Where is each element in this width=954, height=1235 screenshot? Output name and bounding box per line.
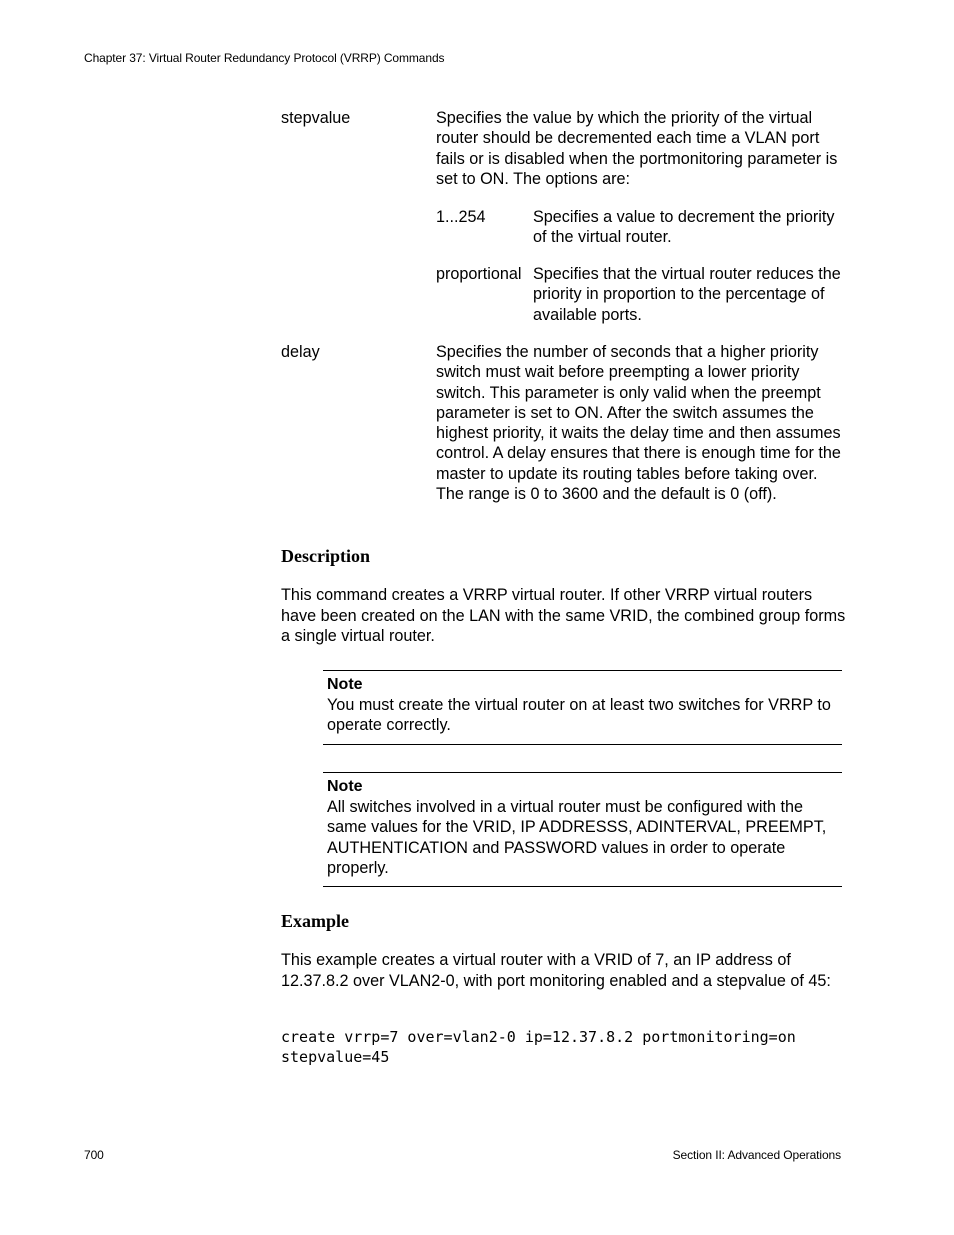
param-name-delay: delay — [281, 343, 320, 361]
note-text: All switches involved in a virtual router must be configured with the same values for the VRID, IP ADDRESSS, ADINTERVAL, PREEMPT, AUTHENTICATION and PASSWORD values in order to operate properly. — [327, 798, 827, 877]
note-box — [323, 772, 842, 887]
option-name: proportional — [436, 265, 522, 283]
option-desc: Specifies a value to decrement the priority of the virtual router. — [533, 208, 835, 247]
running-footer-section: Section II: Advanced Operations — [672, 1148, 841, 1162]
example-paragraph: This example creates a virtual router with a VRID of 7, an IP address of 12.37.8.2 over VLAN2-0, with port monitoring enabled and a stepvalue of 45: — [281, 951, 831, 990]
note-title: Note — [327, 778, 363, 795]
note-title: Note — [327, 676, 363, 693]
code-line: stepvalue=45 — [281, 1048, 390, 1066]
param-desc-delay: Specifies the number of seconds that a higher priority switch must wait before preempting a lower priority switch. This parameter is only valid when the preempt parameter is set to ON. After the switch assumes the highest priority, it waits the delay time and then assumes control. A delay ensures that there is enough time for the master to update its routing tables before taking over. The range is 0 to 3600 and the default is 0 (off). — [436, 343, 841, 504]
param-name-stepvalue: stepvalue — [281, 109, 351, 127]
description-paragraph: This command creates a VRRP virtual router. If other VRRP virtual routers have been created on the LAN with the same VRID, the combined group forms a single virtual router. — [281, 586, 846, 645]
note-box — [323, 670, 842, 745]
section-heading-description: Description — [281, 546, 370, 566]
note-text: You must create the virtual router on at least two switches for VRRP to operate correctly. — [327, 696, 831, 735]
running-header: Chapter 37: Virtual Router Redundancy Protocol (VRRP) Commands — [84, 51, 445, 65]
page-number: 700 — [84, 1148, 104, 1162]
option-name: 1...254 — [436, 208, 486, 226]
param-desc-stepvalue: Specifies the value by which the priority of the virtual router should be decremented each time a VLAN port fails or is disabled when the portmonitoring parameter is set to ON. The options are: — [436, 109, 838, 188]
section-heading-example: Example — [281, 911, 350, 931]
option-desc: Specifies that the virtual router reduces the priority in proportion to the percentage of available ports. — [533, 265, 841, 324]
code-line: create vrrp=7 over=vlan2-0 ip=12.37.8.2 portmonitoring=on — [281, 1028, 796, 1046]
